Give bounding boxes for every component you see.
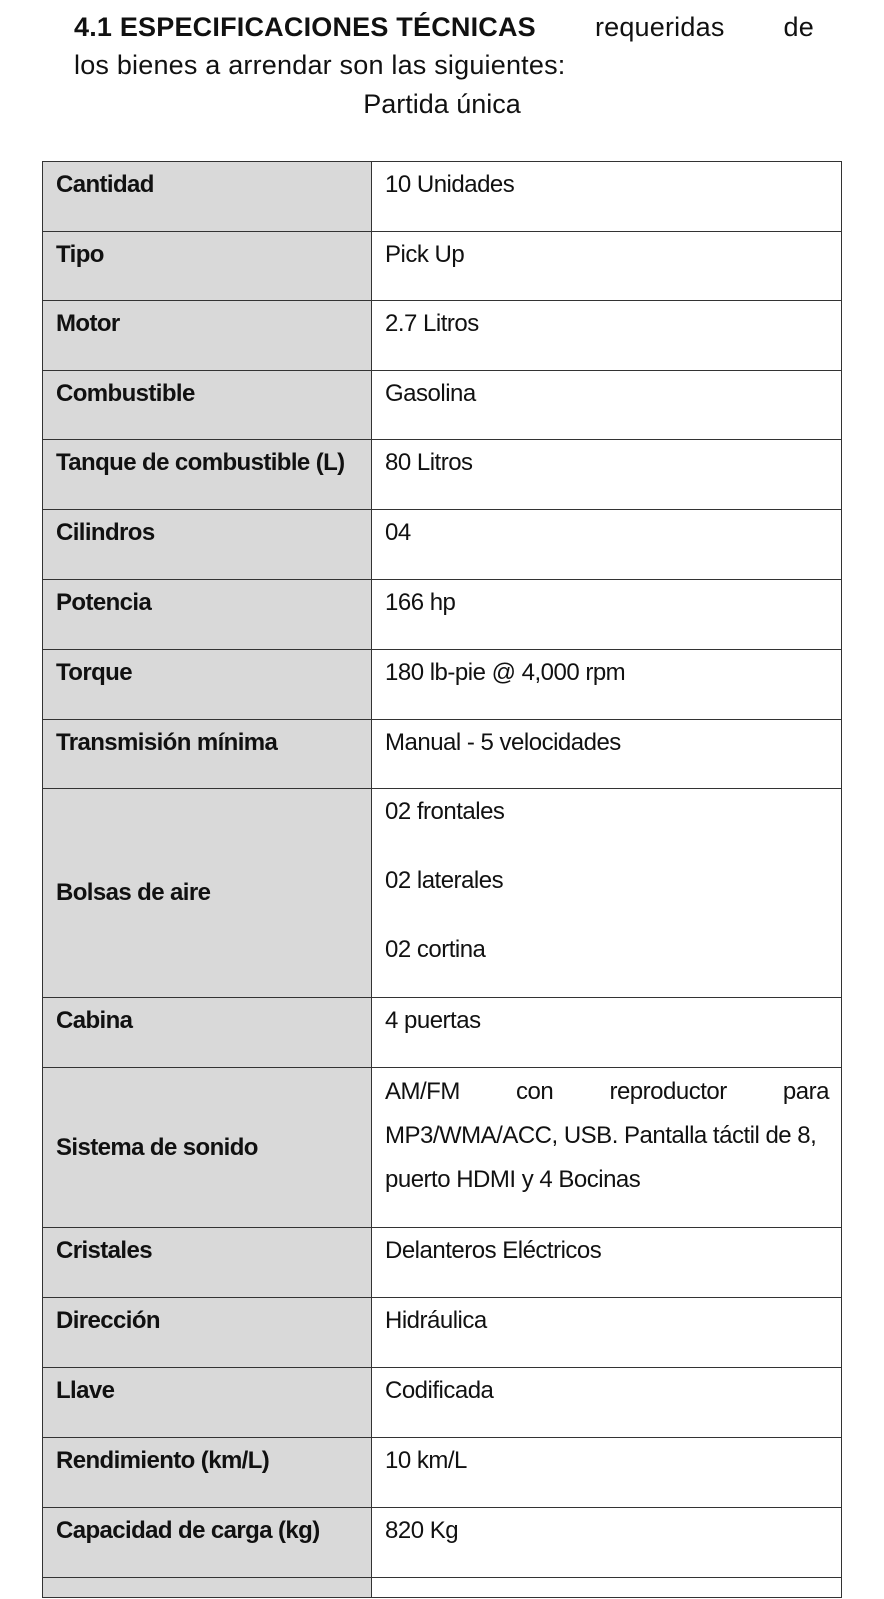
table-row — [43, 232, 842, 301]
table-row — [43, 998, 842, 1068]
spec-label: Cilindros — [43, 510, 372, 580]
spec-value: 820 Kg — [372, 1508, 842, 1578]
spec-value-line: MP3/WMA/ACC, USB. Pantalla táctil de 8, — [385, 1122, 817, 1149]
heading-number: 4.1 — [74, 12, 113, 42]
spec-value-paragraph — [372, 1068, 842, 1228]
spec-label: Sistema de sonido — [43, 1068, 372, 1228]
spec-value: 166 hp — [372, 580, 842, 650]
spec-value: 4 puertas — [372, 998, 842, 1068]
spec-label: Transmisión mínima — [43, 720, 372, 789]
table-row — [43, 440, 842, 510]
table-row — [43, 1508, 842, 1578]
spec-label: Capacidad de carga (kg) — [43, 1508, 372, 1578]
table-row — [43, 1438, 842, 1508]
heading-title-bold — [74, 8, 536, 46]
spec-label: Dirección — [43, 1298, 372, 1368]
spec-label: Llave — [43, 1368, 372, 1438]
spec-label: Tipo — [43, 232, 372, 301]
spec-label: Motor — [43, 301, 372, 371]
table-row-cutoff — [43, 1578, 842, 1598]
table-row — [43, 1228, 842, 1298]
heading-line-2: los bienes a arrendar son las siguientes: — [74, 50, 566, 80]
spec-label-cutoff — [43, 1578, 372, 1598]
spec-value-cutoff — [372, 1578, 842, 1598]
spec-label: Bolsas de aire — [43, 789, 372, 998]
spec-value: 10 Unidades — [372, 162, 842, 232]
table-row — [43, 720, 842, 789]
spec-label: Potencia — [43, 580, 372, 650]
spec-label: Cristales — [43, 1228, 372, 1298]
spec-value: Manual - 5 velocidades — [372, 720, 842, 789]
spec-value: Gasolina — [372, 371, 842, 440]
spec-label: Cantidad — [43, 162, 372, 232]
spec-value-line — [385, 1070, 829, 1114]
heading-bold-text: ESPECIFICACIONES TÉCNICAS — [119, 12, 536, 42]
spec-value: 2.7 Litros — [372, 301, 842, 371]
spec-value-word: con — [516, 1078, 554, 1105]
spec-value: 80 Litros — [372, 440, 842, 510]
heading-line-1 — [74, 8, 814, 46]
spec-value: Hidráulica — [372, 1298, 842, 1368]
spec-value-word: para — [782, 1078, 829, 1105]
spec-value-line: 02 laterales — [385, 867, 504, 894]
table-row — [43, 650, 842, 720]
partida-subtitle: Partida única — [363, 89, 521, 119]
spec-value-list — [372, 789, 842, 998]
heading-word: requeridas — [594, 12, 725, 42]
heading-word: de — [783, 12, 814, 42]
spec-value-word: reproductor — [609, 1078, 727, 1105]
spec-value-line: 02 frontales — [385, 798, 505, 825]
spec-label: Cabina — [43, 998, 372, 1068]
spec-value: 180 lb-pie @ 4,000 rpm — [372, 650, 842, 720]
specifications-table — [42, 161, 842, 1598]
table-row — [43, 1298, 842, 1368]
spec-value-word: AM/FM — [385, 1078, 460, 1105]
spec-label: Rendimiento (km/L) — [43, 1438, 372, 1508]
table-row — [43, 371, 842, 440]
table-row — [43, 301, 842, 371]
table-row — [43, 789, 842, 998]
spec-value-line: puerto HDMI y 4 Bocinas — [385, 1166, 641, 1193]
table-row — [43, 510, 842, 580]
spec-label: Tanque de combustible (L) — [43, 440, 372, 510]
table-row — [43, 162, 842, 232]
spec-value: 04 — [372, 510, 842, 580]
section-heading — [74, 8, 814, 84]
spec-value-text — [385, 1070, 829, 1202]
table-row — [43, 1068, 842, 1228]
spec-value: Pick Up — [372, 232, 842, 301]
spec-value: Codificada — [372, 1368, 842, 1438]
spec-label: Torque — [43, 650, 372, 720]
spec-value-line: 02 cortina — [385, 936, 486, 963]
spec-label: Combustible — [43, 371, 372, 440]
spec-value: Delanteros Eléctricos — [372, 1228, 842, 1298]
table-row — [43, 1368, 842, 1438]
spec-value: 10 km/L — [372, 1438, 842, 1508]
table-row — [43, 580, 842, 650]
